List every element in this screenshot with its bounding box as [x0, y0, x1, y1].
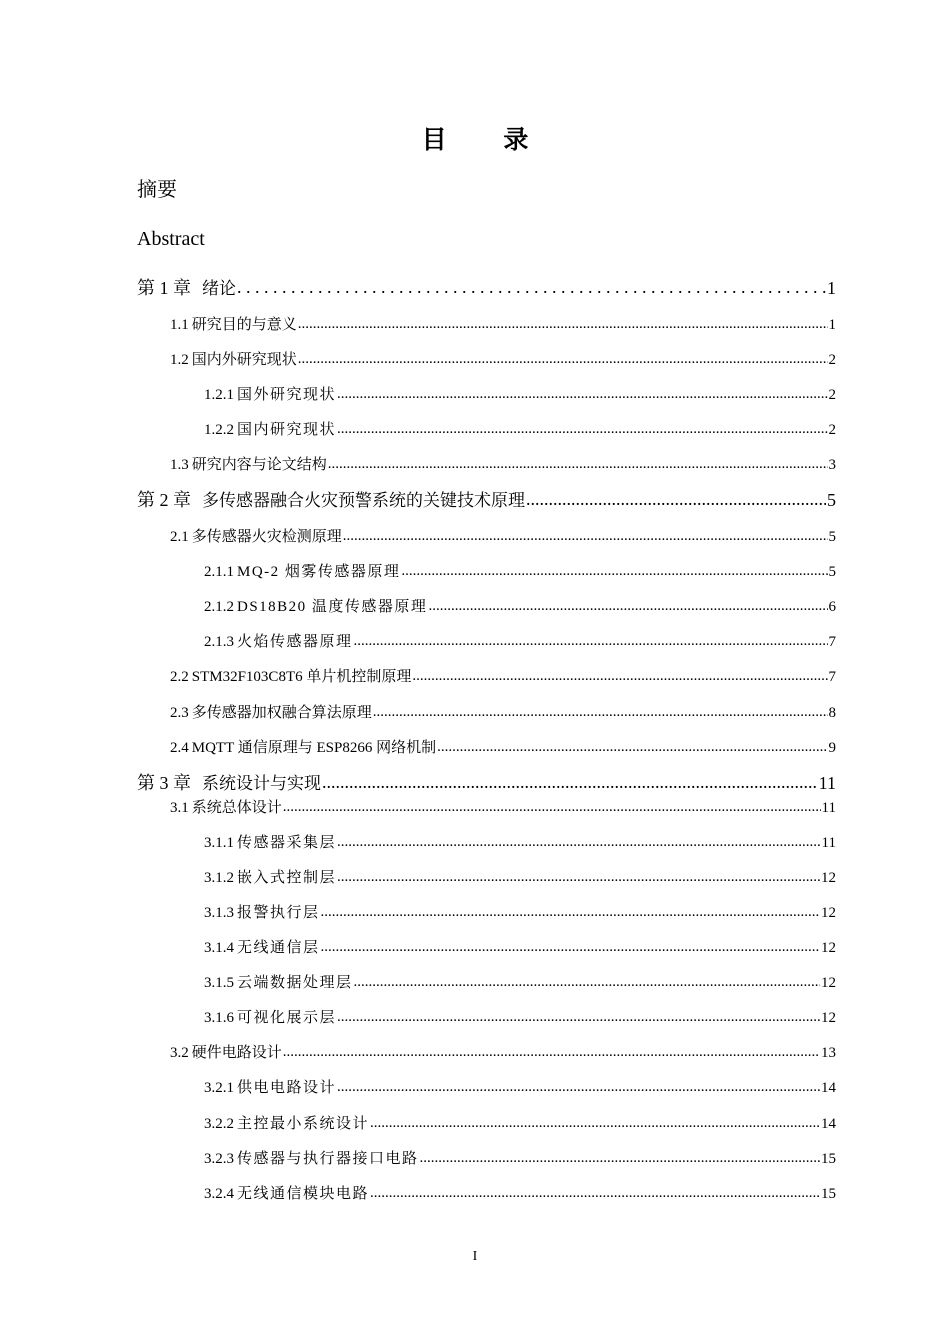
toc-entry[interactable]	[137, 771, 836, 796]
toc-entry-page: 9	[828, 740, 836, 756]
toc-entry-title: 嵌入式控制层	[237, 870, 337, 886]
toc-entry-page: 12	[821, 975, 836, 991]
toc-dot-leader	[337, 830, 821, 854]
toc-dot-leader	[412, 664, 827, 688]
toc-entry[interactable]	[170, 796, 836, 820]
toc-entry[interactable]	[204, 1182, 836, 1206]
toc-entry-page: 1	[828, 317, 836, 333]
toc-dot-leader	[370, 1181, 820, 1205]
toc-entry-number: 1.2	[170, 352, 189, 368]
toc-entry[interactable]	[204, 560, 836, 584]
toc-entry-page: 8	[828, 705, 836, 721]
toc-dot-leader	[428, 594, 827, 618]
toc-entry[interactable]	[204, 936, 836, 960]
toc-entry[interactable]	[137, 488, 836, 513]
toc-entry-title: 火焰传感器原理	[237, 634, 353, 650]
toc-entry-title: 系统设计与实现	[202, 774, 321, 794]
toc-entry-number: 3.2.1	[204, 1080, 234, 1096]
toc-entry-number: 第 1 章	[137, 278, 191, 298]
toc-entry[interactable]	[204, 1147, 836, 1171]
toc-entry[interactable]	[204, 901, 836, 925]
toc-entry-number: 2.1.3	[204, 634, 234, 650]
toc-entry[interactable]	[204, 595, 836, 619]
toc-entry-title: 传感器与执行器接口电路	[237, 1151, 419, 1167]
toc-entry-title: 硬件电路设计	[191, 1045, 282, 1061]
toc-dot-leader	[328, 452, 828, 476]
toc-entry-number: 3.1.1	[204, 835, 234, 851]
toc-dot-leader	[298, 347, 828, 371]
toc-entry[interactable]	[204, 1006, 836, 1030]
toc-entry-number: 3.2.2	[204, 1116, 234, 1132]
toc-entry-page: 15	[821, 1151, 836, 1167]
toc-dot-leader	[283, 795, 821, 819]
toc-entry-title: 报警执行层	[237, 905, 320, 921]
toc-entry-number: 3.1.5	[204, 975, 234, 991]
toc-entry-number: 3.2.3	[204, 1151, 234, 1167]
page-number: I	[472, 1249, 478, 1264]
toc-entry-title: 国外研究现状	[237, 387, 337, 403]
toc-entry-number: 3.1.6	[204, 1010, 234, 1026]
toc-entry[interactable]	[204, 1112, 836, 1136]
toc-dot-leader	[370, 1111, 820, 1135]
toc-entry-page: 6	[828, 599, 836, 615]
toc-entry-number: 2.4	[170, 740, 189, 756]
toc-entry-number: 2.1.1	[204, 564, 234, 580]
toc-dot-leader	[401, 559, 827, 583]
toc-entry-number: 1.1	[170, 317, 189, 333]
toc-entry-number: 3.2	[170, 1045, 189, 1061]
toc-dot-leader	[343, 524, 828, 548]
toc-entry-title: 研究内容与论文结构	[191, 457, 327, 473]
toc-entry-number: 3.2.4	[204, 1186, 234, 1202]
toc-dot-leader	[283, 1040, 820, 1064]
page-title: 目 录	[421, 125, 553, 154]
toc-entry-title: MQ-2 烟雾传感器原理	[237, 564, 401, 580]
toc-entry-title: 无线通信模块电路	[237, 1186, 370, 1202]
toc-entry[interactable]	[170, 453, 836, 477]
toc-entry-page: 7	[828, 669, 836, 685]
toc-entry-title: MQTT 通信原理与 ESP8266 网络机制	[191, 740, 437, 756]
toc-dot-leader	[322, 770, 818, 794]
toc-entry[interactable]	[204, 831, 836, 855]
toc-entry-page: 3	[828, 457, 836, 473]
toc-entry-number: 3.1.2	[204, 870, 234, 886]
toc-entry[interactable]	[170, 701, 836, 725]
toc-entry-title: 供电电路设计	[237, 1080, 337, 1096]
toc-dot-leader	[321, 900, 820, 924]
toc-entry[interactable]	[204, 971, 836, 995]
toc-entry[interactable]	[170, 348, 836, 372]
toc-entry[interactable]	[204, 383, 836, 407]
toc-entry-page: 13	[821, 1045, 836, 1061]
toc-dot-leader	[437, 735, 827, 759]
toc-entry-page: 1	[827, 278, 836, 298]
toc-entry-page: 14	[821, 1116, 836, 1132]
toc-abstract-en[interactable]: Abstract	[137, 228, 205, 250]
toc-dot-leader	[337, 417, 827, 441]
toc-entry-title: 研究目的与意义	[191, 317, 297, 333]
toc-entry[interactable]	[170, 1041, 836, 1065]
toc-entry[interactable]	[170, 525, 836, 549]
toc-dot-leader	[337, 382, 827, 406]
toc-entry-number: 3.1.3	[204, 905, 234, 921]
toc-entry-number: 3.1	[170, 800, 189, 816]
toc-dot-leader	[321, 935, 820, 959]
toc-entry-title: 国内研究现状	[237, 422, 337, 438]
toc-entry-title: DS18B20 温度传感器原理	[237, 599, 428, 615]
toc-dot-leader	[337, 1005, 820, 1029]
toc-entry-page: 15	[821, 1186, 836, 1202]
toc-entry-page: 11	[821, 835, 836, 851]
toc-entry-title: 绪论	[202, 279, 236, 299]
toc-entry-page: 5	[828, 529, 836, 545]
toc-dot-leader	[337, 1075, 820, 1099]
toc-entry[interactable]	[170, 313, 836, 337]
toc-entry[interactable]	[170, 665, 836, 689]
toc-entry-page: 5	[827, 490, 836, 510]
toc-dot-leader	[354, 970, 820, 994]
toc-entry[interactable]	[204, 866, 836, 890]
toc-entry-title: 国内外研究现状	[191, 352, 297, 368]
toc-entry-number: 第 2 章	[137, 490, 191, 510]
toc-entry-number: 3.1.4	[204, 940, 234, 956]
toc-dot-leader	[420, 1146, 820, 1170]
toc-entry-title: 多传感器火灾检测原理	[191, 529, 342, 545]
toc-entry-title: 传感器采集层	[237, 835, 337, 851]
toc-dot-leader	[354, 629, 828, 653]
toc-entry-page: 2	[828, 422, 836, 438]
toc-entry-number: 2.1	[170, 529, 189, 545]
toc-entry-page: 14	[821, 1080, 836, 1096]
toc-entry-title: 多传感器加权融合算法原理	[191, 705, 372, 721]
toc-entry-page: 7	[828, 634, 836, 650]
toc-entry-number: 1.2.2	[204, 422, 234, 438]
toc-entry-title: STM32F103C8T6 单片机控制原理	[191, 669, 412, 685]
toc-entry[interactable]	[170, 736, 836, 760]
toc-entry-title: 多传感器融合火灾预警系统的关键技术原理	[202, 491, 525, 511]
toc-abstract-cn[interactable]: 摘要	[137, 177, 177, 201]
toc-entry-number: 2.3	[170, 705, 189, 721]
toc-entry-title: 无线通信层	[237, 940, 320, 956]
toc-dot-leader	[526, 487, 826, 511]
toc-entry-number: 2.1.2	[204, 599, 234, 615]
toc-entry-page: 11	[821, 800, 836, 816]
toc-entry-title: 系统总体设计	[191, 800, 282, 816]
toc-entry-title: 主控最小系统设计	[237, 1116, 370, 1132]
toc-entry[interactable]	[204, 630, 836, 654]
toc-entry[interactable]	[204, 1076, 836, 1100]
toc-dot-leader	[237, 275, 826, 299]
toc-entry-page: 5	[828, 564, 836, 580]
toc-entry-number: 第 3 章	[137, 773, 191, 793]
toc-entry[interactable]	[137, 276, 836, 301]
toc-entry-page: 2	[828, 387, 836, 403]
toc-entry-title: 云端数据处理层	[237, 975, 353, 991]
toc-dot-leader	[337, 865, 820, 889]
toc-entry-page: 12	[821, 1010, 836, 1026]
toc-entry-title: 可视化展示层	[237, 1010, 337, 1026]
toc-entry-page: 12	[821, 870, 836, 886]
toc-entry-number: 2.2	[170, 669, 189, 685]
toc-entry[interactable]	[204, 418, 836, 442]
toc-dot-leader	[298, 312, 828, 336]
toc-entry-page: 12	[821, 940, 836, 956]
toc-entry-page: 2	[828, 352, 836, 368]
toc-entry-page: 11	[818, 773, 836, 793]
toc-dot-leader	[373, 700, 828, 724]
toc-entry-number: 1.3	[170, 457, 189, 473]
toc-entry-number: 1.2.1	[204, 387, 234, 403]
toc-entry-page: 12	[821, 905, 836, 921]
